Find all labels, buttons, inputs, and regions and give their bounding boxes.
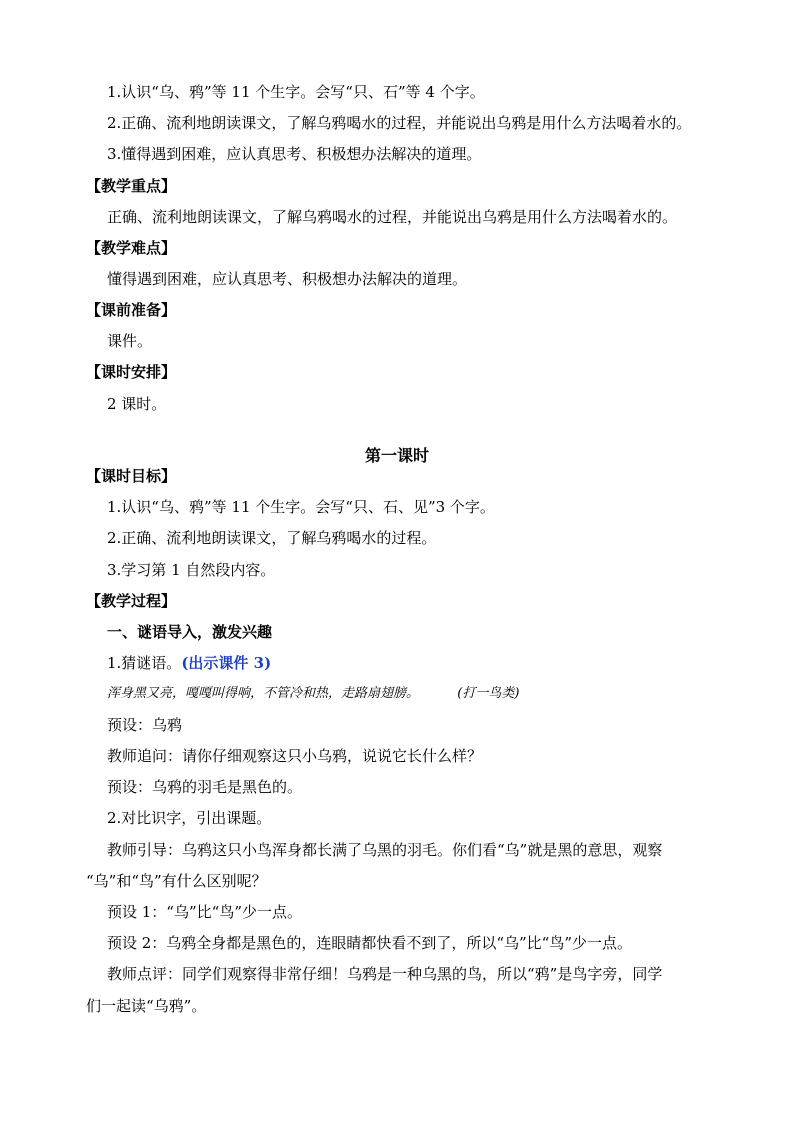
process-line-1: 预设：乌鸦	[107, 716, 183, 734]
lesson-goal-1: 1.认识“乌、鸦”等 11 个生字。会写“只、石、见”3 个字。	[107, 498, 495, 516]
riddle-line	[107, 684, 519, 704]
schedule-text: 2 课时。	[107, 395, 167, 413]
lesson-goal-3: 3.学习第 1 自然段内容。	[107, 561, 276, 579]
key-points-heading: 【教学重点】	[86, 177, 177, 195]
process-line-4: 2.对比识字，引出课题。	[107, 809, 272, 827]
goal-1: 1.认识“乌、鸦”等 11 个生字。会写“只、石”等 4 个字。	[107, 83, 485, 101]
lesson-goal-2: 2.正确、流利地朗读课文，了解乌鸦喝水的过程。	[107, 529, 437, 547]
riddle-text: 浑身黑又亮，嘎嘎叫得响，不管冷和热，走路扇翅膀。	[107, 686, 420, 701]
preparation-heading: 【课前准备】	[86, 301, 177, 319]
process-heading: 【教学过程】	[86, 592, 177, 610]
lesson-title: 第一课时	[364, 446, 429, 465]
step1-line	[107, 653, 271, 673]
process-line-2: 教师追问：请你仔细观察这只小乌鸦，说说它长什么样？	[107, 747, 483, 765]
process-line-5: 教师引导：乌鸦这只小鸟浑身都长满了乌黑的羽毛。你们看“乌”就是黑的意思，观察	[107, 841, 663, 859]
riddle-hint: (打一鸟类)	[457, 686, 520, 701]
process-line-9: 教师点评：同学们观察得非常仔细！乌鸦是一种乌黑的鸟，所以“鸦”是鸟字旁，同学	[107, 965, 663, 983]
preparation-text: 课件。	[107, 332, 153, 350]
difficulties-text: 懂得遇到困难，应认真思考、积极想办法解决的道理。	[107, 270, 468, 288]
schedule-heading: 【课时安排】	[86, 363, 177, 381]
process-line-8: 预设 2：乌鸦全身都是黑色的，连眼睛都快看不到了，所以“乌”比“鸟”少一点。	[107, 934, 632, 952]
goal-2: 2.正确、流利地朗读课文，了解乌鸦喝水的过程，并能说出乌鸦是用什么方法喝着水的。	[107, 114, 692, 132]
goal-3: 3.懂得遇到困难，应认真思考、积极想办法解决的道理。	[107, 145, 482, 163]
courseware-highlight: (出示课件 3)	[181, 654, 272, 672]
key-points-text: 正确、流利地朗读课文，了解乌鸦喝水的过程，并能说出乌鸦是用什么方法喝着水的。	[107, 208, 678, 226]
section1-title: 一、谜语导入，激发兴趣	[107, 623, 273, 641]
process-line-6: “乌”和“鸟”有什么区别呢？	[86, 872, 267, 890]
process-line-10: 们一起读“乌鸦”。	[86, 997, 207, 1015]
step1-text: 1.猜谜语。	[107, 654, 182, 672]
process-line-3: 预设：乌鸦的羽毛是黑色的。	[107, 778, 303, 796]
process-line-7: 预设 1：“乌”比“鸟”少一点。	[107, 903, 302, 921]
difficulties-heading: 【教学难点】	[86, 239, 177, 257]
lesson-goals-heading: 【课时目标】	[86, 467, 177, 485]
